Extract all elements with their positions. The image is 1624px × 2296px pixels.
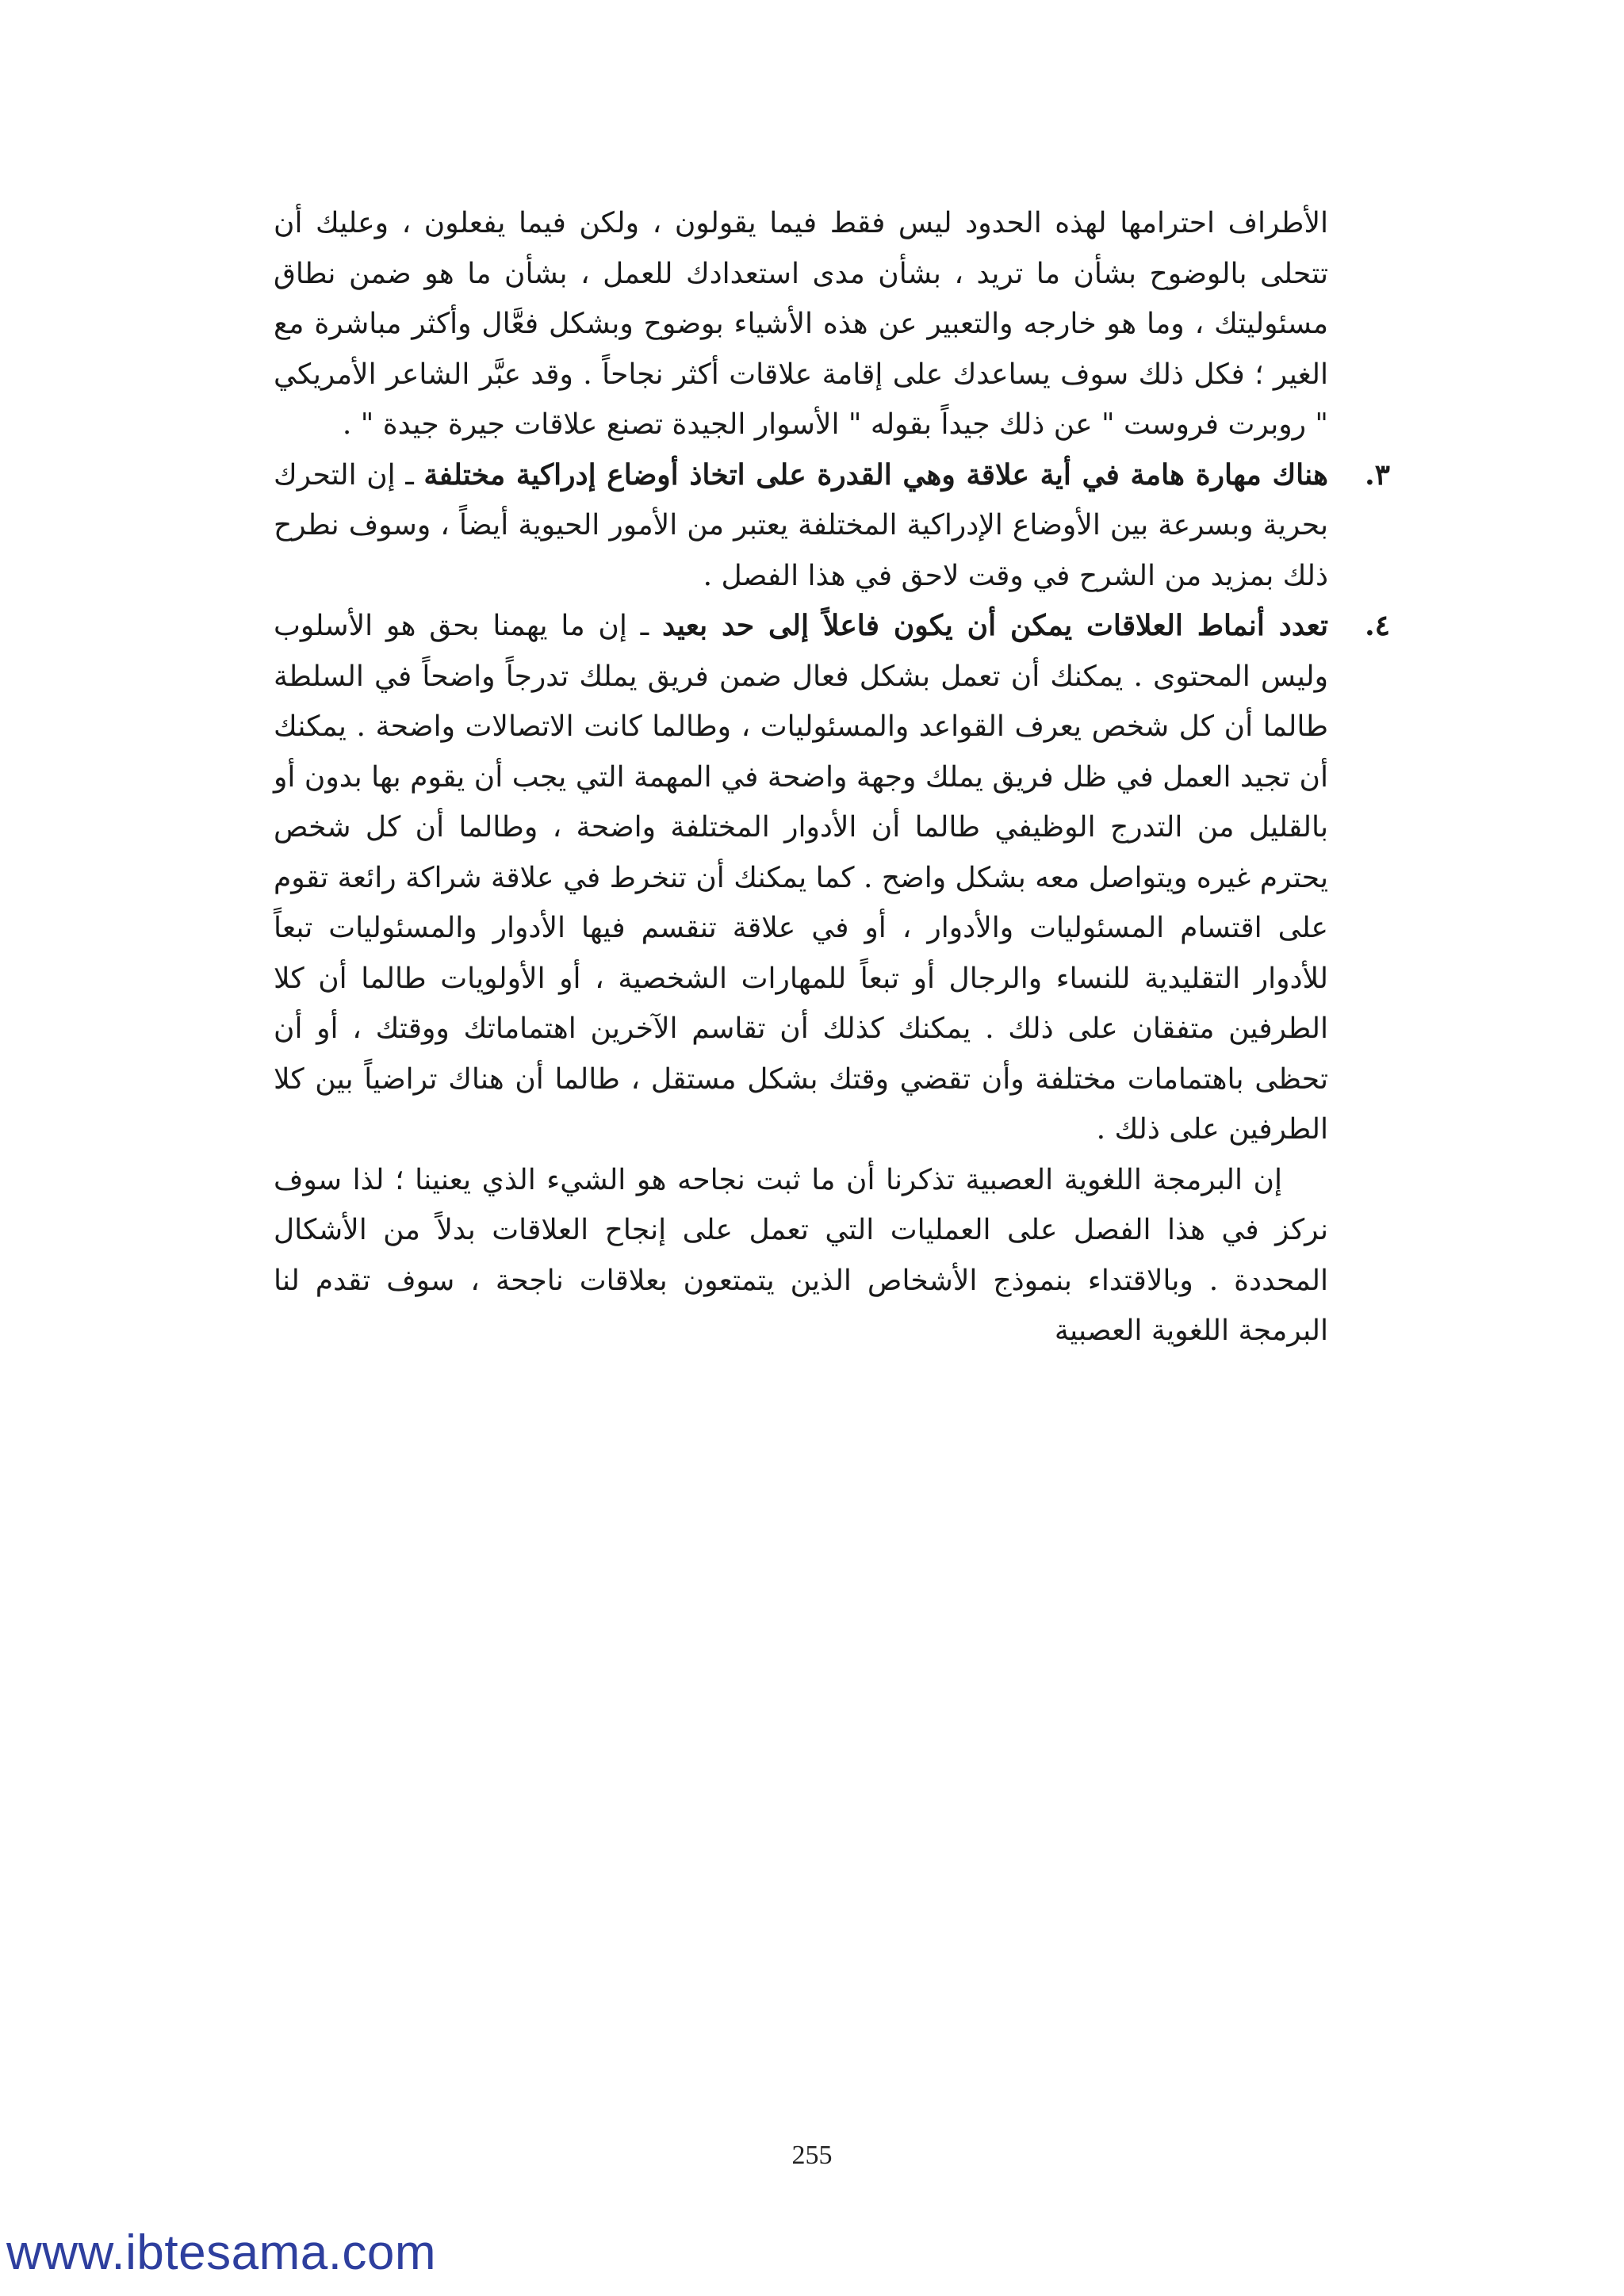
list-item-text: ـ إن التحرك بحرية وبسرعة بين الأوضاع الإدراكية المختلفة يعتبر من الأمور الحيوية أيضاً ، وسوف نطرح ذلك بمزيد من الشرح في وقت لاحق في هذا الفصل .	[274, 458, 1328, 592]
watermark-url: www.ibtesama.com	[6, 2225, 437, 2280]
list-item-heading: هناك مهارة هامة في أية علاقة وهي القدرة على اتخاذ أوضاع إدراكية مختلفة	[423, 457, 1328, 492]
list-item-number: ٤.	[1365, 609, 1390, 642]
paragraph-final: إن البرمجة اللغوية العصبية تذكرنا أن ما ثبت نجاحه هو الشيء الذي يعنينا ؛ لذا سوف نركز في هذا الفصل على العمليات التي تعمل على إنجاح العلاقات بدلاً من الأشكال المحددة . وبالاقتداء بنموذج الأشخاص الذين يتمتعون بعلاقات ناجحة ، سوف تقدم لنا البرمجة اللغوية العصبية	[274, 1163, 1328, 1347]
list-item-3	[274, 450, 1390, 602]
list-item-number: ٣.	[1365, 457, 1390, 492]
list-item-text: ـ إن ما يهمنا بحق هو الأسلوب وليس المحتوى . يمكنك أن تعمل بشكل فعال ضمن فريق يملك تدرجاً واضحاً في السلطة طالما أن كل شخص يعرف القواعد والمسئوليات ، وطالما كانت الاتصالات واضحة . يمكنك أن تجيد العمل في ظل فريق يملك وجهة واضحة في المهمة التي يجب أن يقوم بها بدون أو بالقليل من التدرج الوظيفي طالما أن الأدوار المختلفة واضحة ، وطالما أن كل شخص يحترم غيره ويتواصل معه بشكل واضح . كما يمكنك أن تنخرط في علاقة شراكة رائعة تقوم على اقتسام المسئوليات والأدوار ، أو في علاقة تنقسم فيها الأدوار والمسئوليات تبعاً للأدوار التقليدية للنساء والرجال أو تبعاً للمهارات الشخصية ، أو الأولويات طالما أن كلا الطرفين متفقان على ذلك . يمكنك كذلك أن تقاسم الآخرين اهتماماتك ووقتك ، أو أن تحظى باهتمامات مختلفة وأن تقضي وقتك بشكل مستقل ، طالما أن هناك تراضياً بين كلا الطرفين على ذلك .	[274, 610, 1329, 1146]
list-item-4	[274, 601, 1390, 1155]
paragraph-continuation: الأطراف احترامها لهذه الحدود ليس فقط فيما يقولون ، ولكن فيما يفعلون ، وعليك أن تتحلى بالوضوح بشأن ما تريد ، بشأن مدى استعدادك للعمل ، بشأن ما هو ضمن نطاق مسئوليتك ، وما هو خارجه والتعبير عن هذه الأشياء بوضوح وبشكل فعَّال وأكثر مباشرة مع الغير ؛ فكل ذلك سوف يساعدك على إقامة علاقات أكثر نجاحاً . وقد عبَّر الشاعر الأمريكي " روبرت فروست " عن ذلك جيداً بقوله " الأسوار الجيدة تصنع علاقات جيرة جيدة " .	[274, 207, 1328, 441]
page-body	[274, 198, 1390, 1357]
page-number: 255	[791, 2141, 833, 2170]
list-item-heading: تعدد أنماط العلاقات يمكن أن يكون فاعلاً إلى حد بعيد	[661, 609, 1329, 642]
